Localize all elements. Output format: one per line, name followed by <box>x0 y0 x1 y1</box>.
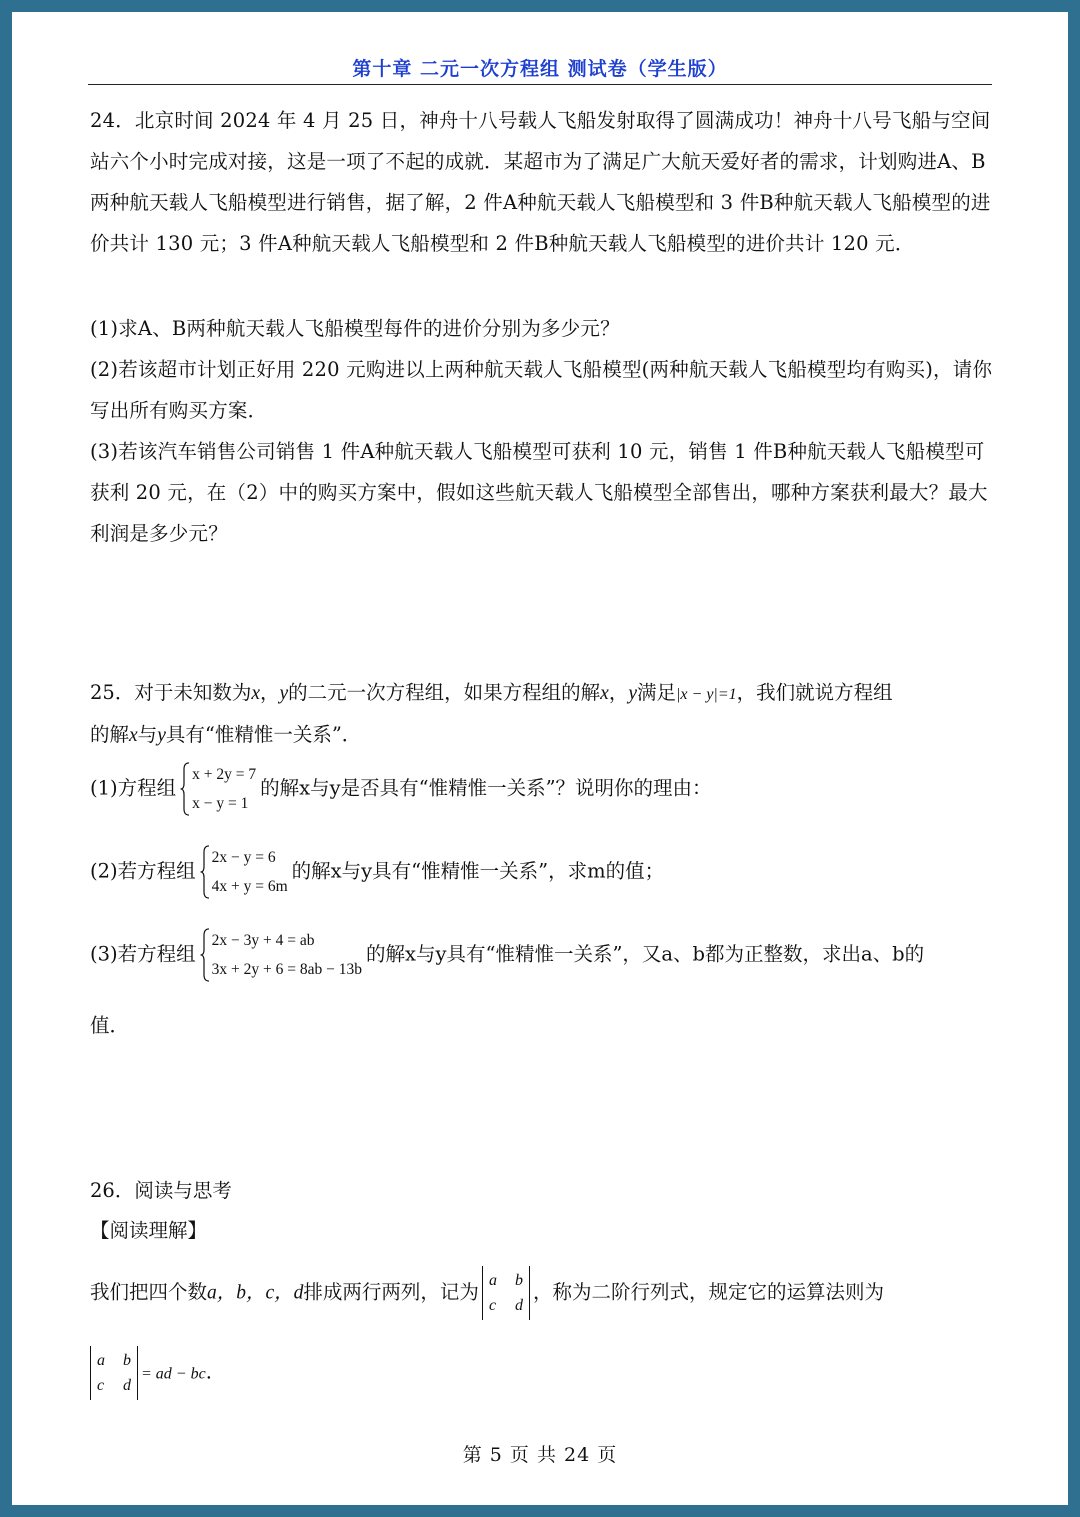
formula-period: . <box>205 1360 212 1384</box>
header-divider <box>88 84 992 85</box>
q25-intro-c: 满足 <box>637 681 677 704</box>
q25-intro-b: 的二元一次方程组，如果方程组的解 <box>288 681 601 704</box>
system-1-eq-2: x − y = 1 <box>192 795 249 812</box>
q25-p3-label: (3)若方程组 <box>90 942 196 966</box>
question-26-section-heading: 【阅读理解】 <box>90 1219 208 1242</box>
q26-variables: a，b，c，d <box>207 1282 304 1304</box>
q25-intro-f: 具有“惟精惟一关系”． <box>165 723 362 746</box>
equation-system-1 <box>180 760 256 818</box>
question-25-part-2 <box>90 843 994 901</box>
system-2-eq-2: 4x + y = 6m <box>211 878 288 895</box>
system-2-eq-1: 2x − y = 6 <box>211 849 276 866</box>
question-25-part-3-tail: 值． <box>90 1014 130 1037</box>
equation-system-2 <box>200 843 288 901</box>
document-page <box>12 12 1068 1505</box>
q25-intro-a: 25．对于未知数为 <box>90 681 252 704</box>
system-1-eq-1: x + 2y = 7 <box>192 766 257 783</box>
left-brace-icon <box>200 845 210 899</box>
q25-p2-text: 的解x与y具有“惟精惟一关系”，求m的值； <box>291 859 665 883</box>
question-24-part-3: (3)若该汽车销售公司销售 1 件A种航天载人飞船模型可获利 10 元，销售 1 件B种航天载人飞船模型可获利 20 元，在（2）中的购买方案中，假如这些航天载人飞船模型全部售出，哪种方案获利最大？最大利润是多少元？ <box>90 440 988 545</box>
q26-line1-b: 排成两行两列，记为 <box>303 1280 479 1304</box>
left-brace-icon <box>180 762 190 816</box>
question-24-intro: 24．北京时间 2024 年 4 月 25 日，神舟十八号载人飞船发射取得了圆满成功！神舟十八号飞船与空间站六个小时完成对接，这是一项了不起的成就．某超市为了满足广大航天爱好者的需求，计划购进A、B两种航天载人飞船模型进行销售，据了解，2 件A种航天载人飞船模型和 3 件B种航天载人飞船模型的进价共计 130 元；3 件A种航天载人飞船模型和 2 件B种航天载人飞船模型的进价共计 120 元． <box>90 109 991 255</box>
q25-p1-label: (1)方程组 <box>90 776 177 800</box>
left-brace-icon <box>200 928 210 982</box>
page-header-title: 第十章 二元一次方程组 测试卷（学生版） <box>352 58 728 80</box>
abs-condition: |x − y|=1 <box>676 686 737 703</box>
q26-line1-a: 我们把四个数 <box>90 1280 208 1304</box>
question-25-intro-line-1: 25．对于未知数为x，y的二元一次方程组，如果方程组的解x，y满足|x − y|=1，我们就说方程组 <box>90 681 893 704</box>
determinant-formula-rule: = ad − bc <box>141 1365 206 1383</box>
question-26-formula <box>90 1346 994 1400</box>
equation-system-3 <box>200 926 362 984</box>
question-26-definition-line <box>90 1266 994 1320</box>
question-25-part-1 <box>90 760 994 818</box>
q26-line1-c: ，称为二阶行列式，规定它的运算法则为 <box>532 1280 884 1304</box>
question-24-part-1: (1)求A、B两种航天载人飞船模型每件的进价分别为多少元？ <box>90 317 620 340</box>
question-24-part-2: (2)若该超市计划正好用 220 元购进以上两种航天载人飞船模型(两种航天载人飞船模型均有购买)，请你写出所有购买方案． <box>90 358 993 422</box>
q25-intro-e: 的解 <box>90 723 130 746</box>
q25-p3-text: 的解x与y具有“惟精惟一关系”，又a、b都为正整数，求出a、b的 <box>365 942 925 966</box>
determinant-formula-matrix: a b c d <box>90 1346 138 1400</box>
system-3-eq-1: 2x − 3y + 4 = ab <box>211 932 315 949</box>
q25-p2-label: (2)若方程组 <box>90 859 196 883</box>
determinant-notation: a b c d <box>482 1266 530 1320</box>
question-25-part-3 <box>90 926 994 984</box>
page-number-footer: 第 5 页 共 24 页 <box>462 1444 618 1466</box>
question-25-intro-line-2: 的解x与y具有“惟精惟一关系”． <box>90 723 362 746</box>
system-3-eq-2: 3x + 2y + 6 = 8ab − 13b <box>211 961 362 978</box>
q25-p1-text: 的解x与y是否具有“惟精惟一关系”？说明你的理由： <box>260 776 712 800</box>
question-26-title: 26．阅读与思考 <box>90 1179 232 1202</box>
q25-intro-d: ，我们就说方程组 <box>736 681 893 704</box>
